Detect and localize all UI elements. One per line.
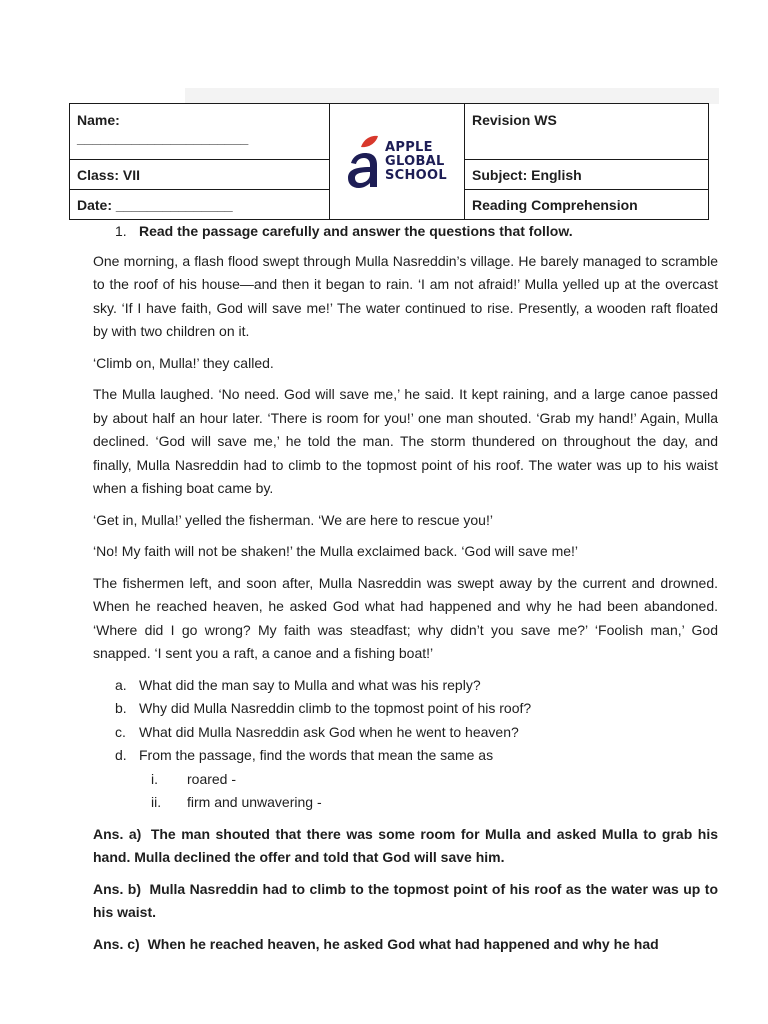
question-text: Why did Mulla Nasreddin climb to the topmost point of his roof? (139, 700, 532, 716)
apple-logo-icon (347, 133, 381, 191)
subquestion-text: firm and unwavering - (187, 794, 322, 810)
answer-a (93, 823, 718, 870)
date-label: Date: _______________ (77, 196, 233, 213)
answer-text: The man shouted that there was some room for Mulla and asked Mulla to grab his hand. Mulla declined the offer and told that God will save him. (93, 825, 719, 865)
subject-cell (465, 160, 709, 190)
question-text: What did Mulla Nasreddin ask God when he went to heaven? (139, 723, 519, 740)
top-gray-strip (185, 88, 719, 104)
passage-paragraph: The fishermen left, and soon after, Mulla Nasreddin was swept away by the current and drowned. When he reached heaven, he asked God what had happened and why he had been abandoned. ‘Where did I go wrong? My faith was steadfast; why didn’t you save me?’ ‘Foolish man,’ God snapped. ‘I sent you a raft, a canoe and a fishing boat!’ (93, 574, 718, 661)
worksheet-content (93, 220, 718, 964)
question-list (93, 674, 718, 768)
answer-b (93, 878, 718, 925)
subquestion-item (93, 791, 718, 815)
question-text: From the passage, find the words that mean the same as (139, 747, 494, 763)
school-logo-cell (330, 104, 465, 220)
question-marker: b. (115, 700, 127, 716)
question-item (93, 674, 718, 698)
question-marker: c. (115, 723, 126, 740)
name-cell (70, 104, 330, 160)
school-logo-text (385, 141, 447, 183)
question-marker: d. (115, 747, 127, 763)
question-item (93, 697, 718, 721)
answer-text: When he reached heaven, he asked God what had happened and why he had (147, 935, 659, 952)
revision-title: Revision WS (472, 112, 557, 128)
passage-paragraph: ‘Get in, Mulla!’ yelled the fisherman. ‘We are here to rescue you!’ (93, 511, 493, 528)
answer-label: Ans. a) (93, 825, 142, 842)
logo-line-global: GLOBAL (385, 153, 445, 169)
question-instruction: Read the passage carefully and answer the questions that follow. (139, 223, 573, 239)
question-item (93, 744, 718, 768)
question-marker: a. (115, 676, 127, 693)
subquestion-item (93, 768, 718, 792)
logo-line-apple: APPLE (385, 139, 433, 155)
answer-text: Mulla Nasreddin had to climb to the topmost point of his roof as the water was up to his waist. (93, 880, 718, 920)
subquestion-marker: i. (151, 770, 158, 787)
name-label: Name: (77, 112, 120, 128)
class-cell (70, 160, 330, 190)
topic-cell (465, 190, 709, 220)
answer-c (93, 933, 718, 957)
subquestion-marker: ii. (151, 794, 162, 810)
question-item (93, 721, 718, 745)
subquestion-text: roared - (187, 770, 237, 787)
worksheet-header-table (69, 103, 709, 220)
class-label: Class: VII (77, 166, 141, 183)
question-text: What did the man say to Mulla and what was his reply? (139, 676, 481, 693)
date-cell (70, 190, 330, 220)
passage-paragraph: ‘No! My faith will not be shaken!’ the Mulla exclaimed back. ‘God will save me!’ (93, 543, 579, 559)
revision-cell (465, 104, 709, 160)
answer-label: Ans. c) (93, 935, 140, 952)
subquestion-list (93, 768, 718, 815)
question-number: 1. (115, 223, 127, 239)
name-blank: ______________________ (77, 130, 249, 146)
passage-paragraph: ‘Climb on, Mulla!’ they called. (93, 354, 274, 371)
subject-label: Subject: English (472, 166, 582, 183)
answer-label: Ans. b) (93, 880, 141, 897)
passage-paragraph: One morning, a flash flood swept through Mulla Nasreddin’s village. He barely managed to scramble to the roof of his house—and then it began to rain. ‘I am not afraid!’ Mulla yelled up at the overcast sky. ‘If I have faith, God will save me!’ The water continued to rise. Presently, a wooden raft floated by with two children on it. (93, 252, 718, 339)
topic-label: Reading Comprehension (472, 196, 638, 213)
logo-line-school: SCHOOL (385, 167, 447, 183)
question-heading (93, 220, 718, 244)
passage-paragraph: The Mulla laughed. ‘No need. God will save me,’ he said. It kept raining, and a large canoe passed by about half an hour later. ‘There is room for you!’ one man shouted. ‘Grab my hand!’ Again, Mulla declined. ‘God will save me,’ he told the man. The storm thundered on throughout the day, and finally, Mulla Nasreddin had to climb to the topmost point of his roof. The water was up to his waist when a fishing boat came by. (93, 386, 718, 496)
school-logo (347, 104, 447, 219)
